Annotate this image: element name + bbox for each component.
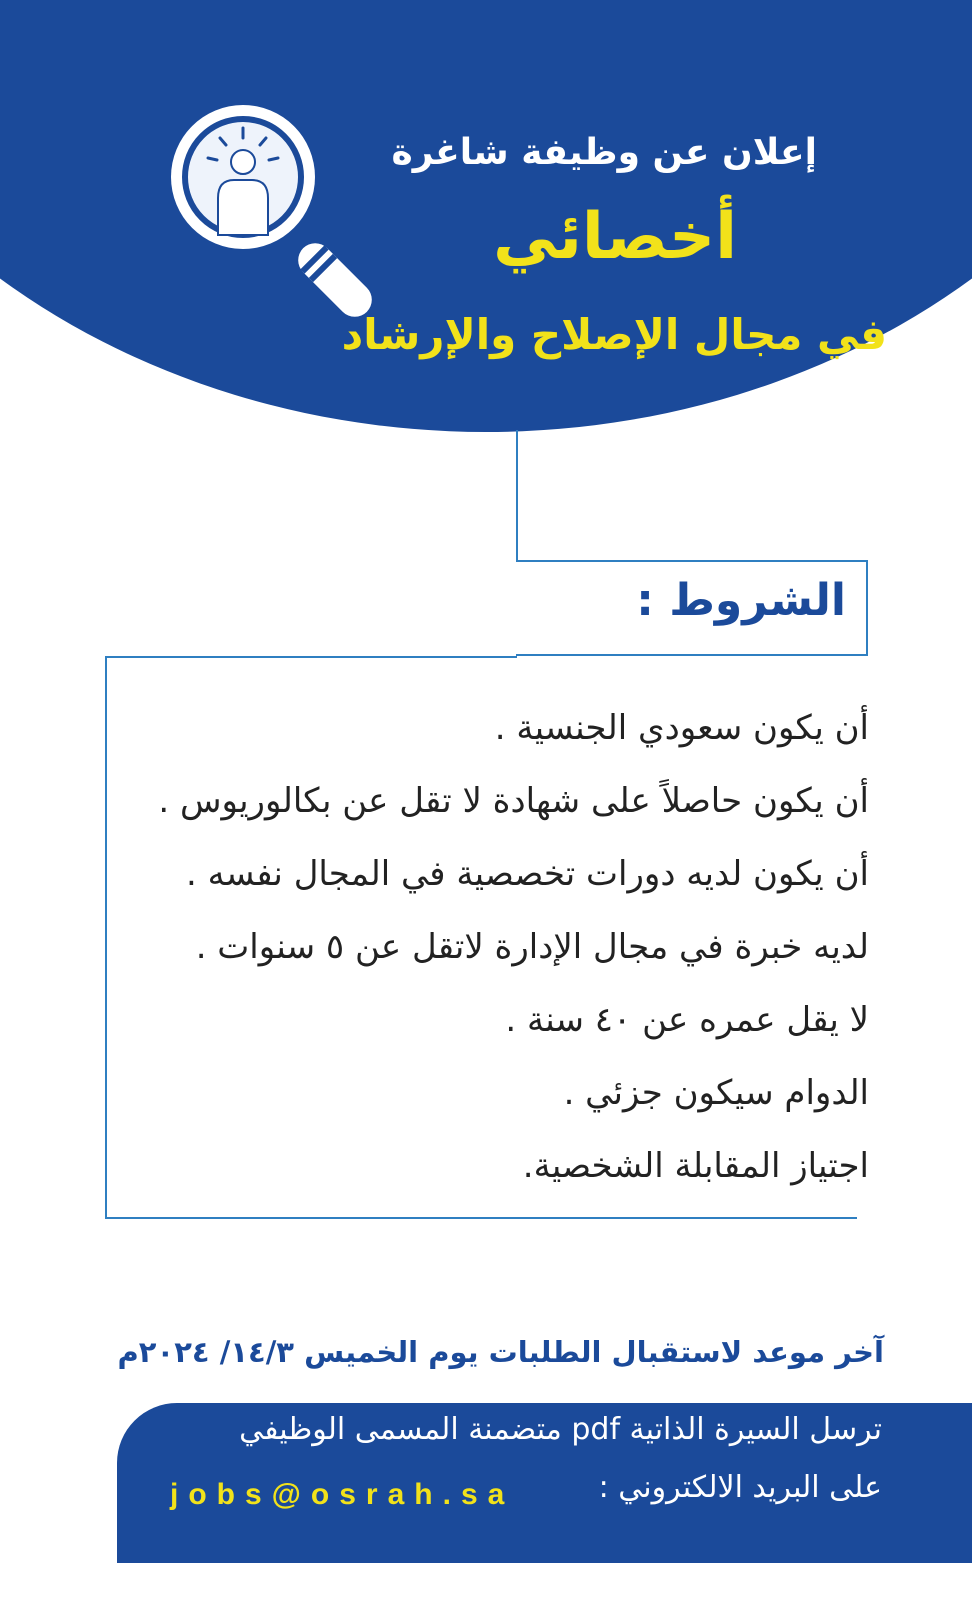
condition-item: لديه خبرة في مجال الإدارة لاتقل عن ٥ سنوات . — [195, 927, 869, 967]
deadline-text: آخر موعد لاستقبال الطلبات يوم الخميس ١٤/٣/ ٢٠٢٤م — [117, 1335, 884, 1369]
conditions-title: الشروط : — [636, 575, 846, 626]
condition-item: لا يقل عمره عن ٤٠ سنة . — [505, 1000, 869, 1040]
email-link[interactable]: jobs@osrah.sa — [170, 1478, 515, 1511]
condition-item: الدوام سيكون جزئي . — [563, 1073, 869, 1113]
announcement-text: إعلان عن وظيفة شاغرة — [391, 132, 817, 173]
connector-line — [516, 430, 518, 560]
conditions-list — [109, 692, 869, 1203]
magnifier-person-icon — [168, 100, 408, 320]
job-field: في مجال الإصلاح والإرشاد — [341, 310, 887, 359]
footer-email-label: على البريد الالكتروني : — [598, 1470, 882, 1505]
condition-item: أن يكون لديه دورات تخصصية في المجال نفسه . — [186, 854, 869, 894]
condition-item: أن يكون حاصلاً على شهادة لا تقل عن بكالوريوس . — [158, 781, 869, 821]
job-title: أخصائي — [493, 200, 737, 274]
condition-item: أن يكون سعودي الجنسية . — [494, 708, 869, 748]
condition-item: اجتياز المقابلة الشخصية. — [522, 1146, 869, 1186]
footer-instructions: ترسل السيرة الذاتية pdf متضمنة المسمى الوظيفي — [239, 1412, 882, 1447]
header-background — [0, 0, 972, 432]
